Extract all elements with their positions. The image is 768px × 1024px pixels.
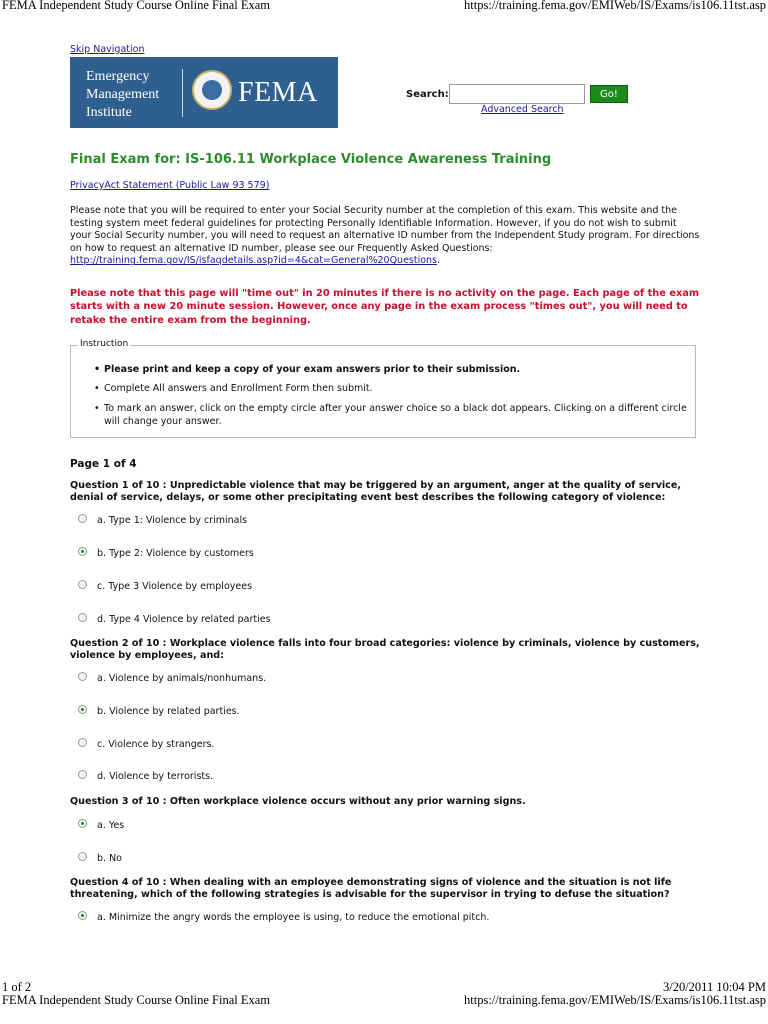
banner-divider xyxy=(182,69,183,117)
radio-button[interactable] xyxy=(78,738,87,747)
radio-button-selected[interactable] xyxy=(78,911,87,920)
radio-button[interactable] xyxy=(78,852,87,861)
emi-fema-banner[interactable] xyxy=(70,57,338,128)
print-header-url: https://training.fema.gov/EMIWeb/IS/Exams/is106.11tst.asp xyxy=(464,993,766,1007)
print-footer-datetime: 3/20/2011 10:04 PM xyxy=(662,980,766,994)
radio-button[interactable] xyxy=(78,770,87,779)
radio-button-selected[interactable] xyxy=(78,705,87,714)
radio-button-selected[interactable] xyxy=(78,819,87,828)
instruction-item: • To mark an answer, click on the empty circle after your answer choice so a black dot appears. Clicking on a different circle will change your answer. xyxy=(94,403,687,427)
advanced-search-link[interactable]: Advanced Search xyxy=(481,104,564,115)
dhs-seal-icon xyxy=(192,70,232,110)
print-header-url: https://training.fema.gov/EMIWeb/IS/Exams/is106.11tst.asp xyxy=(464,0,766,12)
ssn-notice: Please note that you will be required to enter your Social Security number at the completion of this exam. This website and the testing system meet federal guidelines for protecting Personally Identifiable Information. However, if you do not wish to submit your Social Security number, you will need to request an alternative ID number from the Independent Study program. For directions on how to request an alternative ID number, please see our Frequently Asked Questions: http://training.fema.gov/IS/isfaqdetails.asp?id=4&cat=General%20Questions. xyxy=(70,205,700,267)
page-indicator: Page 1 of 4 xyxy=(70,458,137,470)
search-input[interactable] xyxy=(449,84,585,104)
instruction-item: • Complete All answers and Enrollment Form then submit. xyxy=(94,383,373,394)
fema-logo-text: FEMA xyxy=(238,77,318,108)
emi-logo-text: Emergency Management Institute xyxy=(86,69,160,120)
question-1-text: Question 1 of 10 : Unpredictable violence that may be triggered by an argument, anger at the quality of service, denial of service, delays, or some other precipitating event best describes the following category of violence: xyxy=(70,480,682,503)
question-2-text: Question 2 of 10 : Workplace violence falls into four broad categories: violence by criminals, violence by customers, violence by employees, and: xyxy=(70,638,700,661)
timeout-warning: Please note that this page will "time out" in 20 minutes if there is no activity on the page. Each page of the exam starts with a new 20 minute session. However, once any page in the exam process "times out", you will need to retake the entire exam from the beginning. xyxy=(70,288,700,326)
radio-button[interactable] xyxy=(78,613,87,622)
question-4-text: Question 4 of 10 : When dealing with an employee demonstrating signs of violence and the situation is not life threatening, which of the following strategies is advisable for the supervisor in trying to defuse the situation? xyxy=(70,877,672,900)
instruction-legend: Instruction xyxy=(80,339,129,349)
radio-button[interactable] xyxy=(78,580,87,589)
page-title: Final Exam for: IS-106.11 Workplace Violence Awareness Training xyxy=(70,152,552,167)
search-label: Search: xyxy=(406,89,449,100)
print-footer-page: 1 of 2 xyxy=(2,980,32,994)
print-header-title: FEMA Independent Study Course Online Final Exam xyxy=(2,993,271,1007)
privacy-act-link[interactable]: PrivacyAct Statement (Public Law 93 579) xyxy=(70,180,270,191)
skip-navigation-link[interactable]: Skip Navigation xyxy=(70,44,145,55)
radio-button[interactable] xyxy=(78,514,87,523)
faq-link[interactable]: http://training.fema.gov/IS/isfaqdetails.asp?id=4&cat=General%20Questions xyxy=(70,255,438,267)
print-header-title: FEMA Independent Study Course Online Final Exam xyxy=(2,0,271,12)
radio-button[interactable] xyxy=(78,672,87,681)
radio-button-selected[interactable] xyxy=(78,547,87,556)
search-go-button[interactable]: Go! xyxy=(590,85,628,103)
instruction-item: • Please print and keep a copy of your exam answers prior to their submission. xyxy=(94,364,521,375)
question-3-text: Question 3 of 10 : Often workplace violence occurs without any prior warning signs. xyxy=(70,796,526,807)
